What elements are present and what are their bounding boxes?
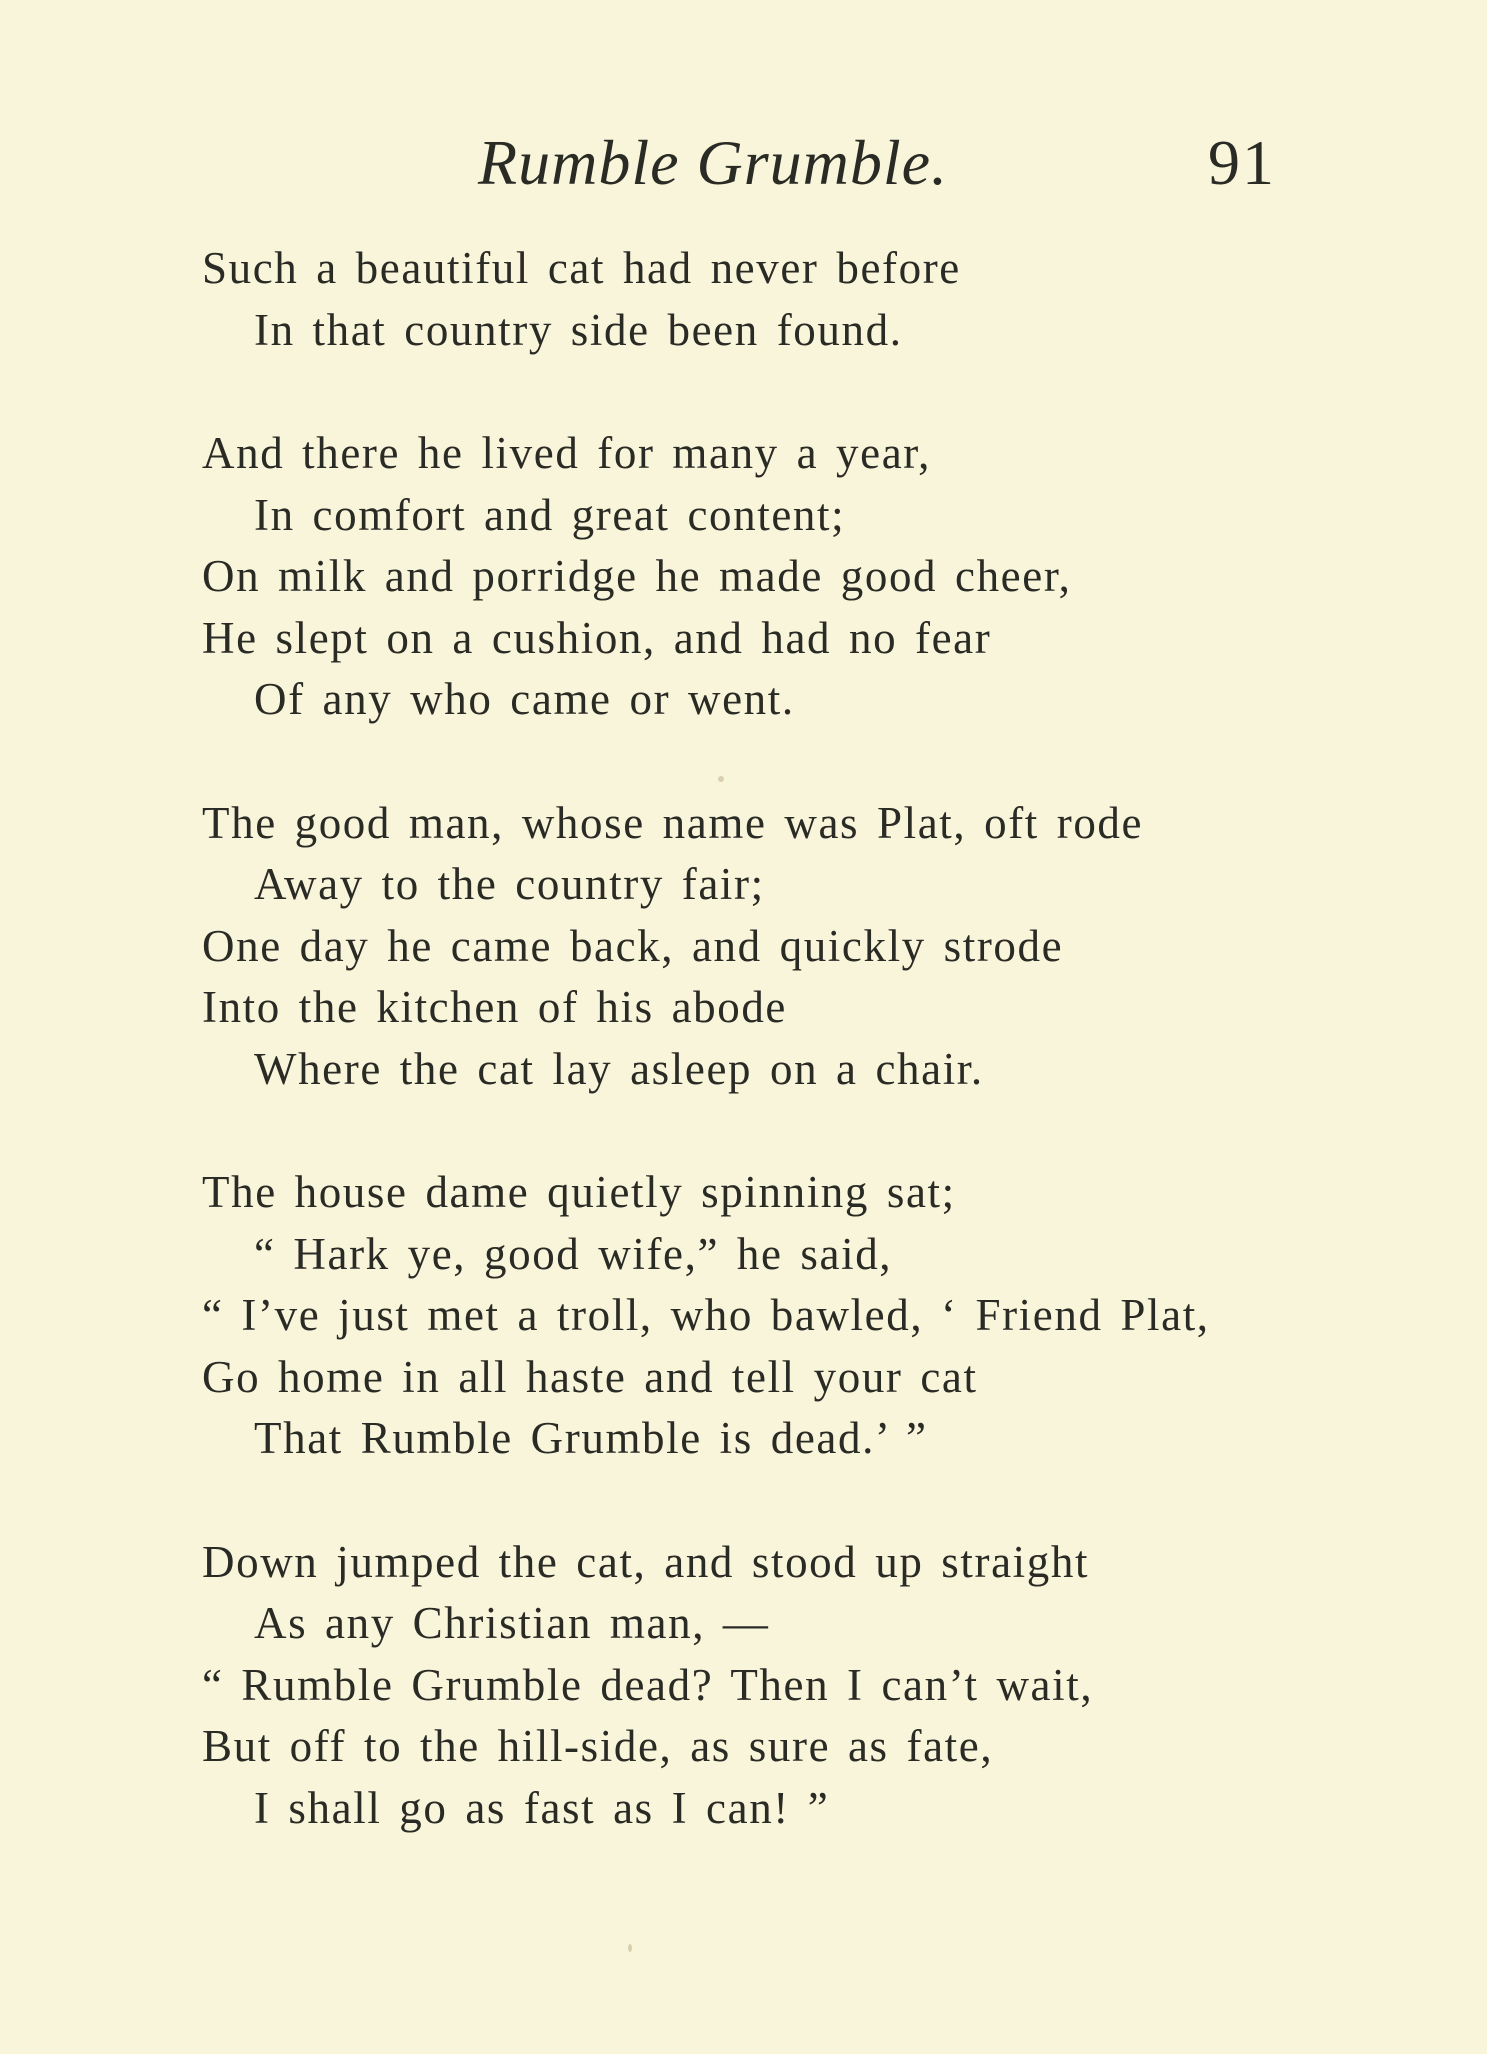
stanza-2	[202, 423, 1342, 731]
page-header	[0, 118, 1487, 208]
poem-line: But off to the hill-side, as sure as fate,	[202, 1721, 994, 1771]
poem-line: Of any who came or went.	[254, 674, 795, 724]
poem-line: In that country side been found.	[254, 304, 903, 355]
stanza-1	[202, 238, 1342, 361]
poem-line: Such a beautiful cat had never before	[202, 243, 961, 293]
page-number: 91	[1208, 127, 1276, 198]
poem-line: Away to the country fair;	[254, 859, 765, 909]
poem-line: Go home in all haste and tell your cat	[202, 1351, 978, 1402]
stanza-4	[202, 1162, 1342, 1470]
poem-line: The house dame quietly spinning sat;	[202, 1167, 956, 1217]
poem-line: As any Christian man, —	[254, 1598, 770, 1648]
poem-line: That Rumble Grumble is dead.’ ”	[254, 1413, 928, 1463]
poem-line: And there he lived for many a year,	[202, 428, 931, 478]
poem-line: “ I’ve just met a troll, who bawled, ‘ Friend Plat,	[202, 1290, 1210, 1340]
poem	[202, 238, 1342, 1901]
poem-line: In comfort and great content;	[254, 489, 846, 540]
poem-line: “ Rumble Grumble dead? Then I can’t wait,	[202, 1659, 1094, 1710]
poem-line: Down jumped the cat, and stood up straight	[202, 1536, 1090, 1587]
poem-line: The good man, whose name was Plat, oft rode	[202, 797, 1144, 848]
poem-line: Where the cat lay asleep on a chair.	[254, 1043, 984, 1094]
paper-blemish	[718, 776, 724, 782]
poem-line: I shall go as fast as I can! ”	[254, 1782, 830, 1833]
poem-line: “ Hark ye, good wife,” he said,	[254, 1228, 893, 1279]
stanza-5	[202, 1532, 1342, 1840]
running-title: Rumble Grumble.	[478, 127, 949, 198]
stanza-3	[202, 793, 1342, 1101]
poem-line: One day he came back, and quickly strode	[202, 920, 1064, 971]
poem-line: Into the kitchen of his abode	[202, 982, 788, 1032]
poem-line: On milk and porridge he made good cheer,	[202, 551, 1072, 601]
paper-blemish	[628, 1944, 632, 1952]
poem-line: He slept on a cushion, and had no fear	[202, 612, 992, 663]
